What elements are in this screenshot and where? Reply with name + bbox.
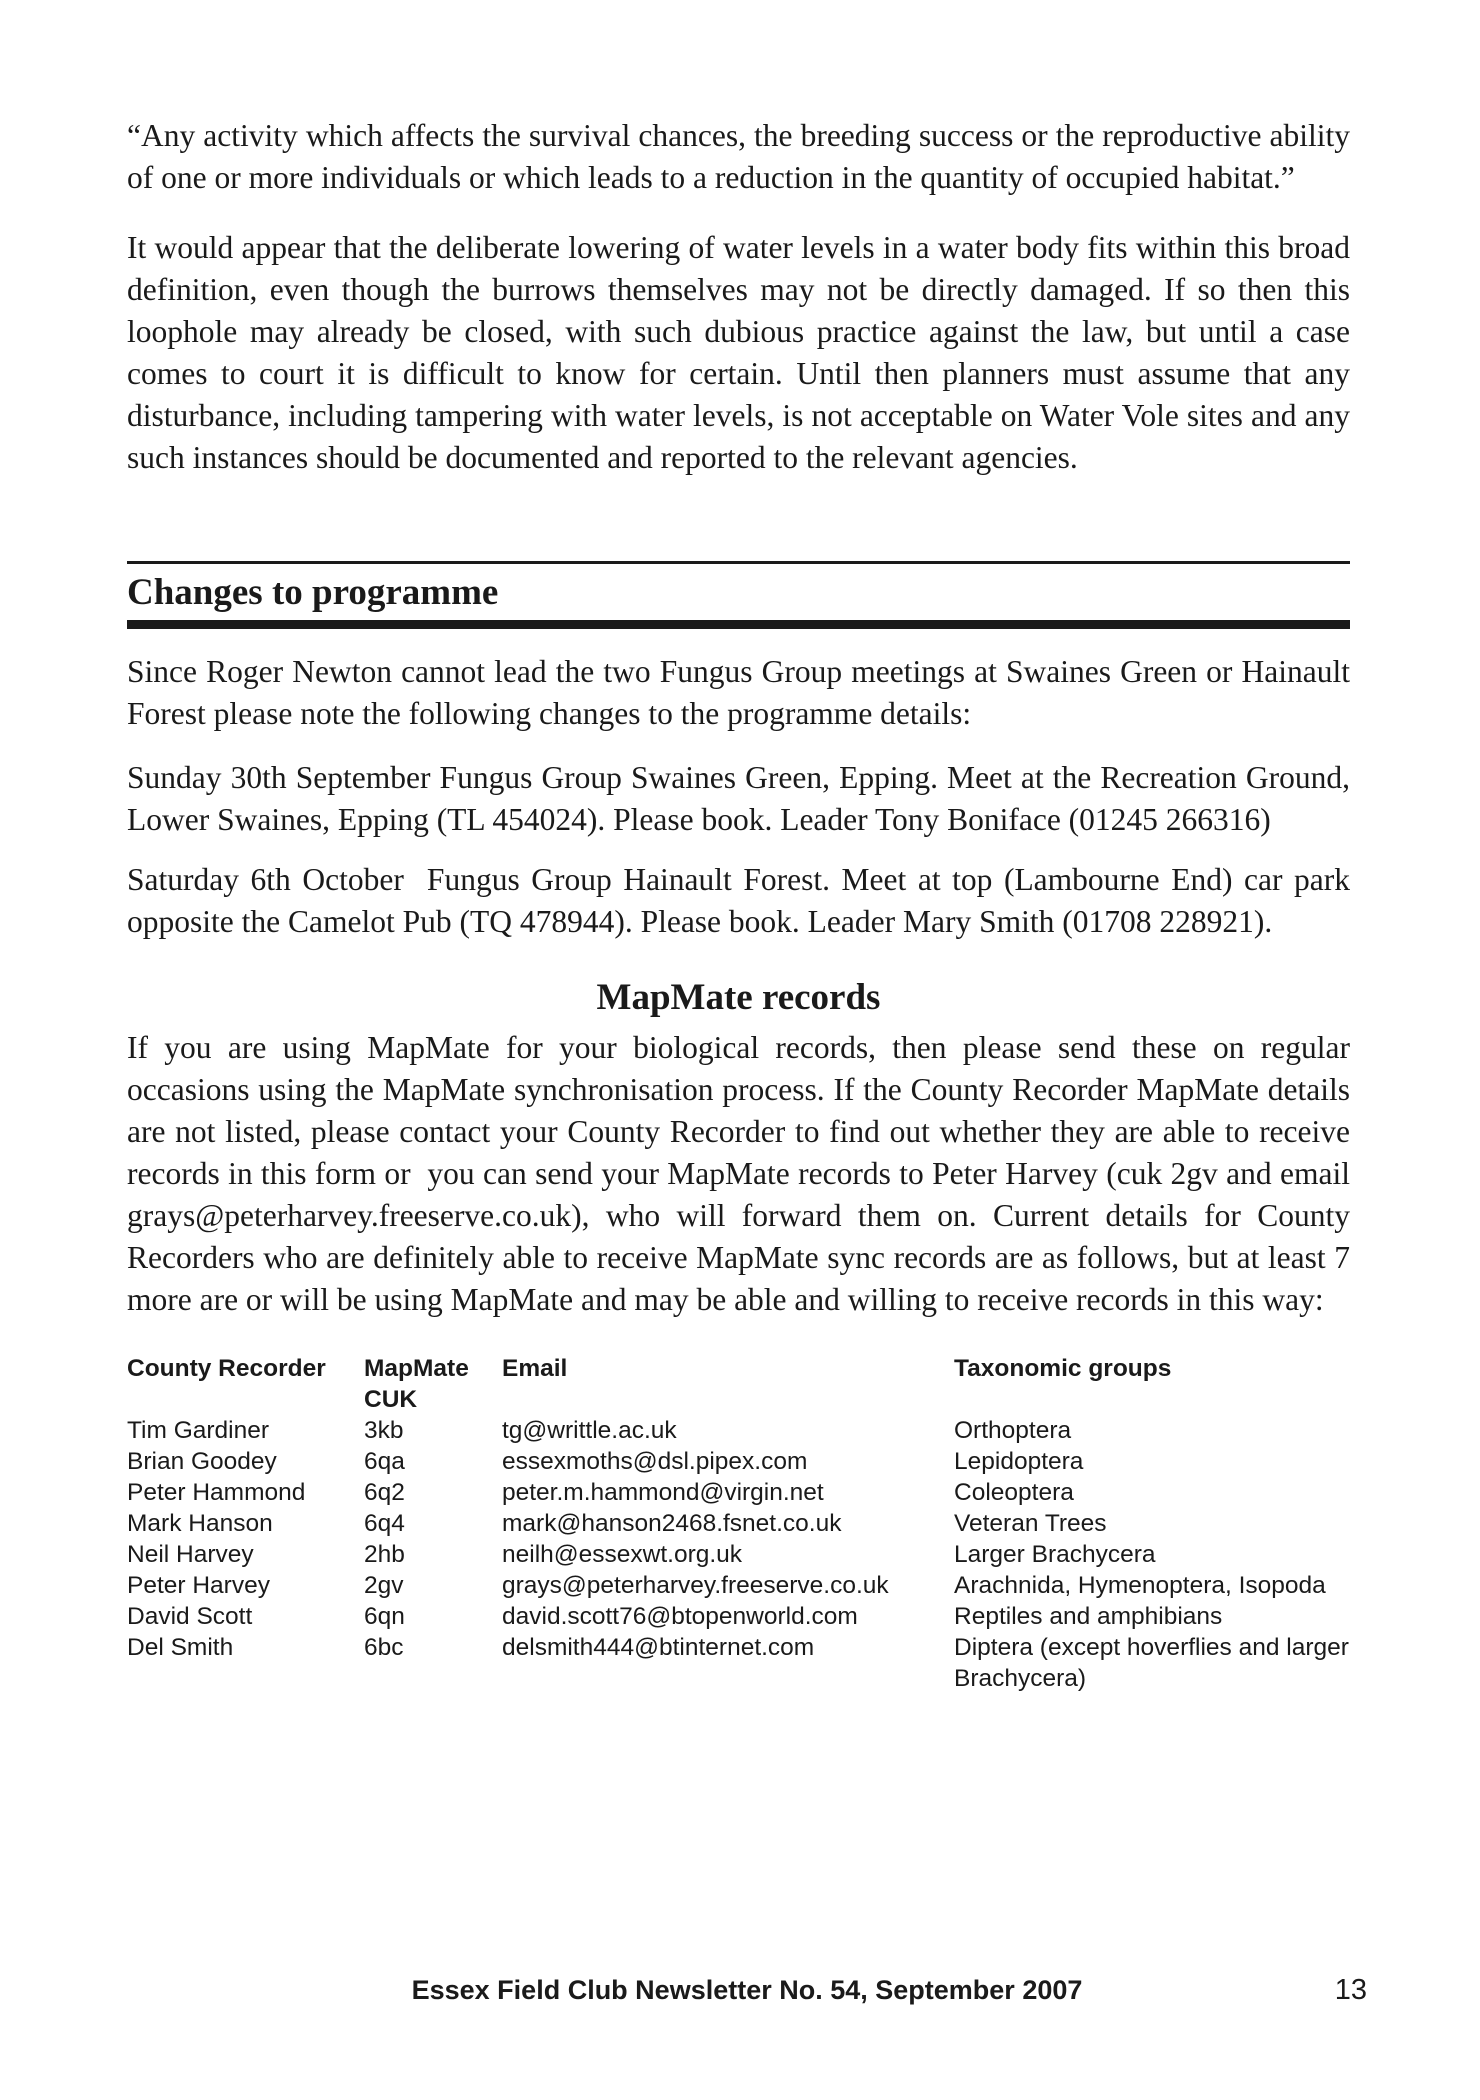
recorder-name: Tim Gardiner xyxy=(127,1417,270,1444)
meeting-sunday: Sunday 30th September Fungus Group Swaines Green, Epping. Meet at the Recreation Ground, Lower Swaines, Epping (TL 454024). Please book. Leader Tony Boniface (01245 266316) xyxy=(127,760,1358,837)
table-header-row xyxy=(127,1353,1397,1415)
recorder-groups: Diptera (except hoverflies and larger Brachycera) xyxy=(954,1634,1349,1692)
changes-intro: Since Roger Newton cannot lead the two Fungus Group meetings at Swaines Green or Hainault Forest please note the following changes to the programme details: xyxy=(127,654,1350,731)
recorder-cuk: 6bc xyxy=(364,1634,404,1661)
recorder-cuk: 6qa xyxy=(364,1448,405,1475)
recorder-groups: Lepidoptera xyxy=(954,1448,1084,1475)
recorder-email: tg@writtle.ac.uk xyxy=(502,1417,677,1444)
recorder-groups: Veteran Trees xyxy=(954,1510,1107,1537)
recorder-email: david.scott76@btopenworld.com xyxy=(502,1603,858,1630)
recorder-cuk: 2hb xyxy=(364,1541,405,1568)
table-row xyxy=(127,1601,1397,1632)
recorder-cuk: 3kb xyxy=(364,1417,404,1444)
table-row xyxy=(127,1570,1397,1601)
meeting-saturday: Saturday 6th October Fungus Group Hainault Forest. Meet at top (Lambourne End) car park opposite the Camelot Pub (TQ 478944). Please book. Leader Mary Smith (01708 228921). xyxy=(127,862,1358,939)
mapmate-heading: MapMate records xyxy=(596,977,881,1018)
table-row xyxy=(127,1446,1397,1477)
table-row xyxy=(127,1632,1397,1694)
recorder-groups: Larger Brachycera xyxy=(954,1541,1156,1568)
recorder-groups: Coleoptera xyxy=(954,1479,1074,1506)
table-row xyxy=(127,1508,1397,1539)
quote-paragraph: “Any activity which affects the survival chances, the breeding success or the reproductive ability of one or more individuals or which leads to a reduction in the quantity of occupied habitat.” xyxy=(127,118,1350,195)
recorder-name: Mark Hanson xyxy=(127,1510,273,1537)
heading-bottom-rule xyxy=(127,620,1350,629)
header-mapmate-cuk xyxy=(364,1353,502,1415)
recorder-email: mark@hanson2468.fsnet.co.uk xyxy=(502,1510,842,1537)
section-heading: Changes to programme xyxy=(127,572,499,613)
recorders-table xyxy=(127,1353,1397,1694)
table-row xyxy=(127,1415,1397,1446)
recorder-name: Brian Goodey xyxy=(127,1448,277,1475)
page-content xyxy=(127,115,1358,1694)
heading-top-rule xyxy=(127,561,1350,564)
recorder-name: Peter Harvey xyxy=(127,1572,270,1599)
table-row xyxy=(127,1539,1397,1570)
intro-paragraph: It would appear that the deliberate lowering of water levels in a water body fits within this broad definition, even though the burrows themselves may not be directly damaged. If so then this loophole may already be closed, with such dubious practice against the law, but until a case comes to court it is difficult to know for certain. Until then planners must assume that any disturbance, including tampering with water levels, is not acceptable on Water Vole sites and any such instances should be documented and reported to the relevant agencies. xyxy=(127,230,1350,475)
recorder-cuk: 2gv xyxy=(364,1572,404,1599)
header-taxonomic-groups: Taxonomic groups xyxy=(954,1355,1172,1382)
page-number: 13 xyxy=(1334,1974,1367,2006)
recorder-email: peter.m.hammond@virgin.net xyxy=(502,1479,824,1506)
recorder-name: David Scott xyxy=(127,1603,253,1630)
recorder-cuk: 6qn xyxy=(364,1603,405,1630)
header-county-recorder: County Recorder xyxy=(127,1355,326,1382)
recorder-email: grays@peterharvey.freeserve.co.uk xyxy=(502,1572,889,1599)
recorder-groups: Orthoptera xyxy=(954,1417,1072,1444)
header-mapmate: MapMate xyxy=(364,1355,469,1382)
recorder-name: Del Smith xyxy=(127,1634,234,1661)
table-row xyxy=(127,1477,1397,1508)
recorder-groups: Arachnida, Hymenoptera, Isopoda xyxy=(954,1572,1326,1599)
header-cuk: CUK xyxy=(364,1386,418,1413)
recorder-email: delsmith444@btinternet.com xyxy=(502,1634,815,1661)
header-email: Email xyxy=(502,1355,568,1382)
recorder-name: Peter Hammond xyxy=(127,1479,306,1506)
recorder-email: neilh@essexwt.org.uk xyxy=(502,1541,743,1568)
recorder-name: Neil Harvey xyxy=(127,1541,254,1568)
recorder-cuk: 6q4 xyxy=(364,1510,405,1537)
recorder-cuk: 6q2 xyxy=(364,1479,405,1506)
mapmate-paragraph: If you are using MapMate for your biological records, then please send these on regular occasions using the MapMate synchronisation process. If the County Recorder MapMate details are not listed, please contact your County Recorder to find out whether they are able to receive records in this form or you can send your MapMate records to Peter Harvey (cuk 2gv and email grays@peterharvey.freeserve.co.uk), who will forward them on. Current details for County Recorders who are definitely able to receive MapMate sync records are as follows, but at least 7 more are or will be using MapMate and may be able and willing to receive records in this way: xyxy=(127,1030,1358,1317)
page-footer xyxy=(127,1970,1367,2010)
newsletter-title: Essex Field Club Newsletter No. 54, September 2007 xyxy=(411,1975,1083,2005)
recorder-groups: Reptiles and amphibians xyxy=(954,1603,1223,1630)
recorder-email: essexmoths@dsl.pipex.com xyxy=(502,1448,808,1475)
section-changes xyxy=(127,561,1350,629)
